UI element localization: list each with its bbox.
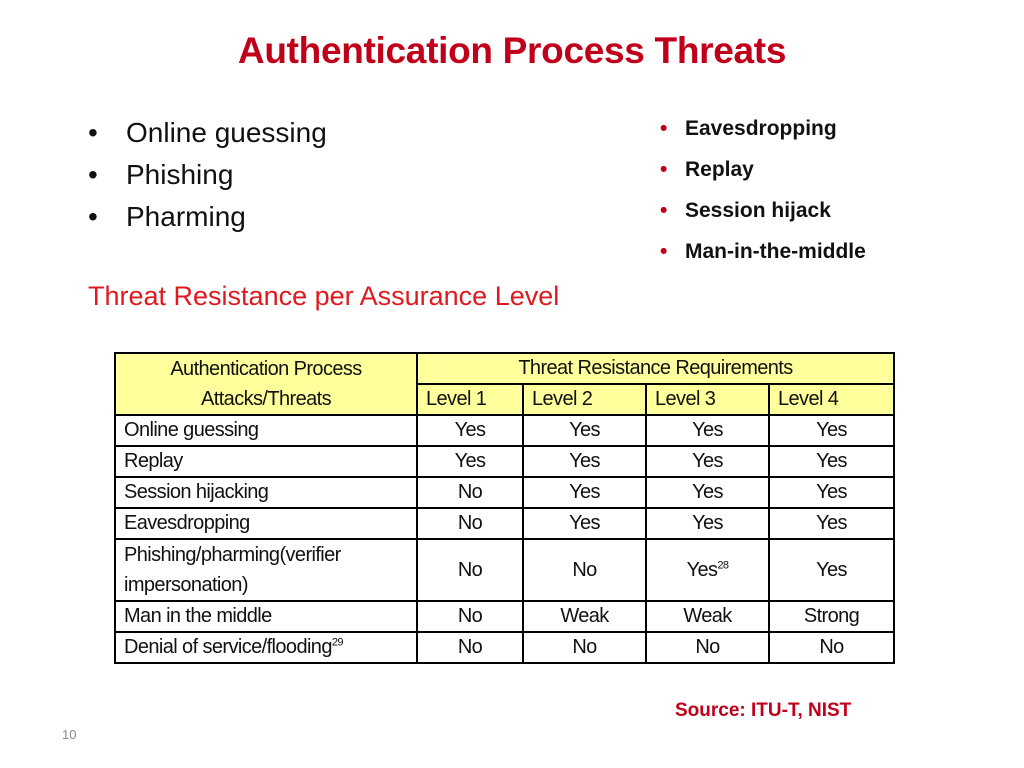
- table-cell: No: [769, 632, 894, 663]
- table-row: [115, 446, 894, 477]
- threat-list-right: [660, 108, 866, 272]
- header-level-1: Level 1: [417, 384, 523, 415]
- table-cell: Yes: [523, 477, 646, 508]
- section-subtitle: Threat Resistance per Assurance Level: [88, 281, 560, 311]
- table-cell: Yes: [769, 539, 894, 601]
- header-level-2: Level 2: [523, 384, 646, 415]
- header-level-3: Level 3: [646, 384, 769, 415]
- footnote-28: 28: [717, 558, 729, 571]
- slide-title: Authentication Process Threats: [237, 30, 787, 71]
- table-row: [115, 601, 894, 632]
- row-label: Denial of service/flooding$^{29}$: [115, 632, 417, 663]
- source-citation: Source: ITU-T, NIST: [675, 700, 852, 721]
- table-cell: Yes: [417, 415, 523, 446]
- header-level-4: Level 4: [769, 384, 894, 415]
- row-label: Phishing/pharming(verifier impersonation): [115, 539, 417, 601]
- table-cell: Strong: [769, 601, 894, 632]
- row-label: Man in the middle: [115, 601, 417, 632]
- table-row: [115, 415, 894, 446]
- table-cell: Weak: [646, 601, 769, 632]
- threat-list-left: [88, 112, 327, 238]
- list-item: • Man-in-the-middle: [660, 231, 866, 272]
- table-cell: Yes: [417, 446, 523, 477]
- table-cell: Yes: [523, 508, 646, 539]
- footnote-29: 29: [331, 636, 343, 649]
- header-threat-resistance: Threat Resistance Requirements: [417, 353, 894, 384]
- list-item: • Online guessing: [88, 112, 327, 154]
- table-cell: Yes: [646, 477, 769, 508]
- threat-resistance-table-wrap: [114, 352, 895, 664]
- table-cell: No: [417, 632, 523, 663]
- table-cell: Yes: [769, 477, 894, 508]
- table-cell: Yes: [769, 415, 894, 446]
- table-cell: Yes: [523, 415, 646, 446]
- row-label: Session hijacking: [115, 477, 417, 508]
- row-label: Eavesdropping: [115, 508, 417, 539]
- bullet-icon: •: [660, 240, 668, 263]
- table-cell: Yes: [646, 508, 769, 539]
- table-row: [115, 632, 894, 663]
- table-row: [115, 539, 894, 601]
- table-cell: Weak: [523, 601, 646, 632]
- list-item: • Phishing: [88, 154, 327, 196]
- table-cell: No: [523, 632, 646, 663]
- bullet-icon: •: [88, 201, 98, 232]
- table-row: [115, 508, 894, 539]
- list-item: • Eavesdropping: [660, 108, 866, 149]
- table-cell: No: [646, 632, 769, 663]
- table-cell: No: [417, 508, 523, 539]
- table-cell: Yes: [769, 446, 894, 477]
- bullet-icon: •: [660, 158, 668, 181]
- table-cell: Yes: [646, 446, 769, 477]
- table-row: [115, 477, 894, 508]
- bullet-icon: •: [660, 199, 668, 222]
- bullet-icon: •: [88, 117, 98, 148]
- threat-resistance-table: [114, 352, 895, 664]
- table-cell: Yes$^{28}$: [646, 539, 769, 601]
- bullet-icon: •: [88, 159, 98, 190]
- table-cell: No: [417, 539, 523, 601]
- bullet-icon: •: [660, 117, 668, 140]
- list-item: • Pharming: [88, 196, 327, 238]
- table-cell: Yes: [646, 415, 769, 446]
- list-item: • Session hijack: [660, 190, 866, 231]
- table-cell: No: [523, 539, 646, 601]
- table-cell: No: [417, 601, 523, 632]
- list-item: • Replay: [660, 149, 866, 190]
- page-number: 10: [62, 727, 77, 742]
- table-cell: No: [417, 477, 523, 508]
- table-cell: Yes: [523, 446, 646, 477]
- row-label: Online guessing: [115, 415, 417, 446]
- header-attacks-threats: Authentication Process Attacks/Threats: [115, 353, 417, 415]
- table-cell: Yes: [769, 508, 894, 539]
- row-label: Replay: [115, 446, 417, 477]
